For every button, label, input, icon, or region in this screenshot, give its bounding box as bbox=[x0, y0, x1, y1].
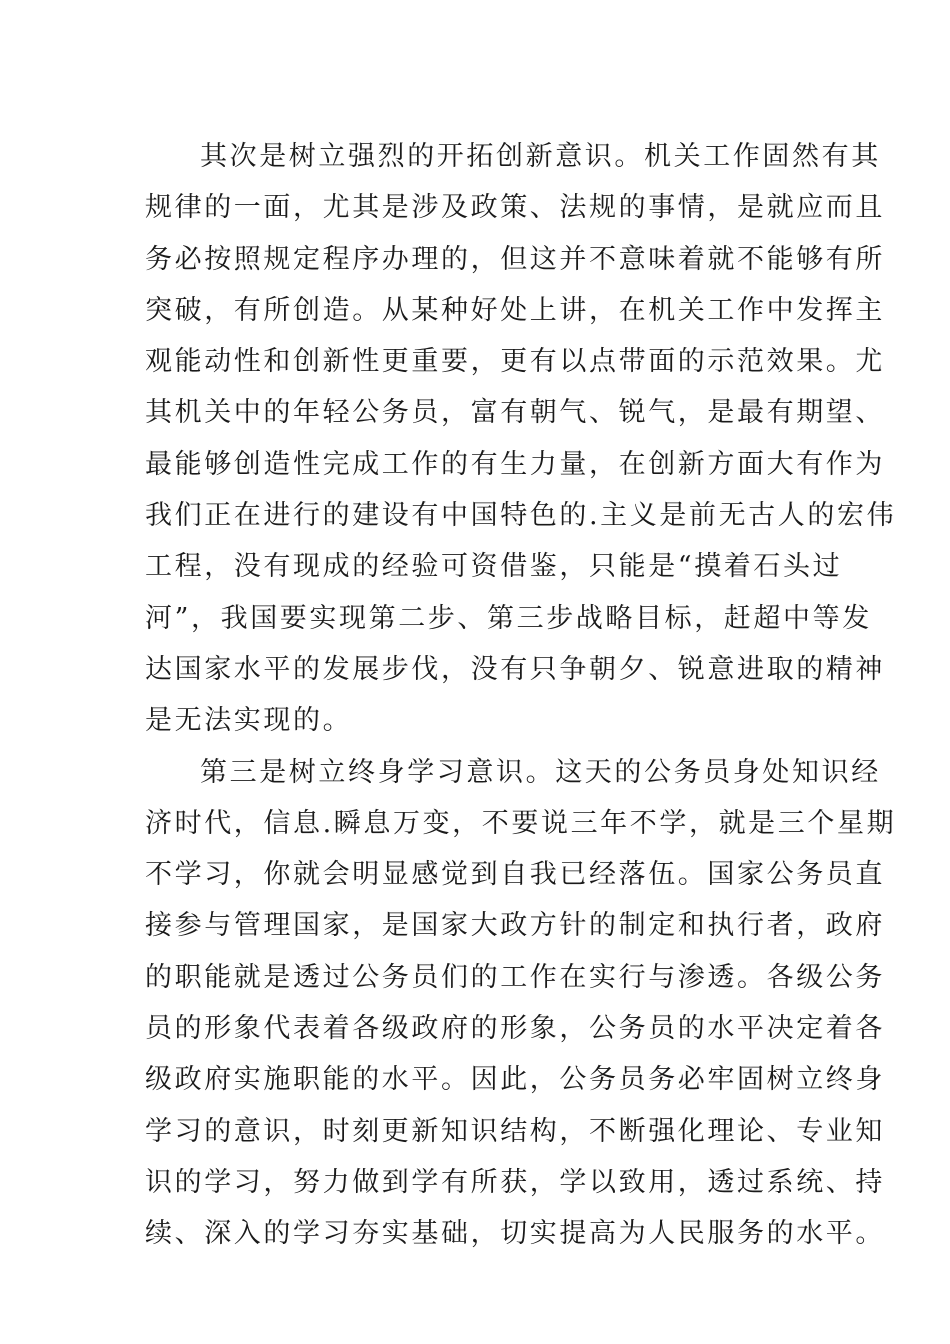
paragraph-line: 是无法实现的。 bbox=[145, 705, 353, 737]
paragraph-line: 突破，有所创造。从某种好处上讲，在机关工作中发挥主 bbox=[145, 294, 885, 326]
paragraph-line: 规律的一面，尤其是涉及政策、法规的事情，是就应而且 bbox=[145, 192, 885, 224]
paragraph-line: 不学习，你就会明显感觉到自我已经落伍。国家公务员直 bbox=[145, 859, 885, 891]
document-body bbox=[145, 131, 897, 1260]
paragraph-line: 达国家水平的发展步伐，没有只争朝夕、锐意进取的精神 bbox=[145, 653, 885, 685]
paragraph-line: 其次是树立强烈的开拓创新意识。机关工作固然有其 bbox=[200, 141, 881, 172]
paragraph-line: 其机关中的年轻公务员，富有朝气、锐气，是最有期望、 bbox=[145, 397, 885, 429]
paragraph-line: 学习的意识，时刻更新知识结构，不断强化理论、专业知 bbox=[145, 1115, 885, 1147]
paragraph-line: 务必按照规定程序办理的，但这并不意味着就不能够有所 bbox=[145, 243, 885, 275]
paragraph-line: 我们正在进行的建设有中国特色的.主义是前无古人的宏伟 bbox=[145, 500, 897, 532]
paragraph-line: 员的形象代表着各级政府的形象，公务员的水平决定着各 bbox=[145, 1013, 885, 1045]
paragraph-innovation bbox=[145, 131, 897, 747]
paragraph-line: 第三是树立终身学习意识。这天的公务员身处知识经 bbox=[200, 756, 881, 788]
paragraph-line: 济时代，信息.瞬息万变，不要说三年不学，就是三个星期 bbox=[145, 807, 897, 839]
paragraph-line: 级政府实施职能的水平。因此，公务员务必牢固树立终身 bbox=[145, 1064, 885, 1096]
paragraph-line: 识的学习，努力做到学有所获，学以致用，透过系统、持 bbox=[145, 1166, 885, 1198]
paragraph-line: 河”，我国要实现第二步、第三步战略目标，赶超中等发 bbox=[145, 602, 872, 634]
paragraph-line: 工程，没有现成的经验可资借鉴，只能是“摸着石头过 bbox=[145, 551, 843, 583]
paragraph-line: 观能动性和创新性更重要，更有以点带面的示范效果。尤 bbox=[145, 346, 885, 378]
paragraph-line: 的职能就是透过公务员们的工作在实行与渗透。各级公务 bbox=[145, 961, 885, 993]
paragraph-line: 接参与管理国家，是国家大政方针的制定和执行者，政府 bbox=[145, 910, 885, 942]
paragraph-lifelong-learning bbox=[145, 747, 897, 1260]
paragraph-line: 最能够创造性完成工作的有生力量，在创新方面大有作为 bbox=[145, 448, 885, 480]
paragraph-line: 续、深入的学习夯实基础，切实提高为人民服务的水平。 bbox=[145, 1218, 885, 1250]
